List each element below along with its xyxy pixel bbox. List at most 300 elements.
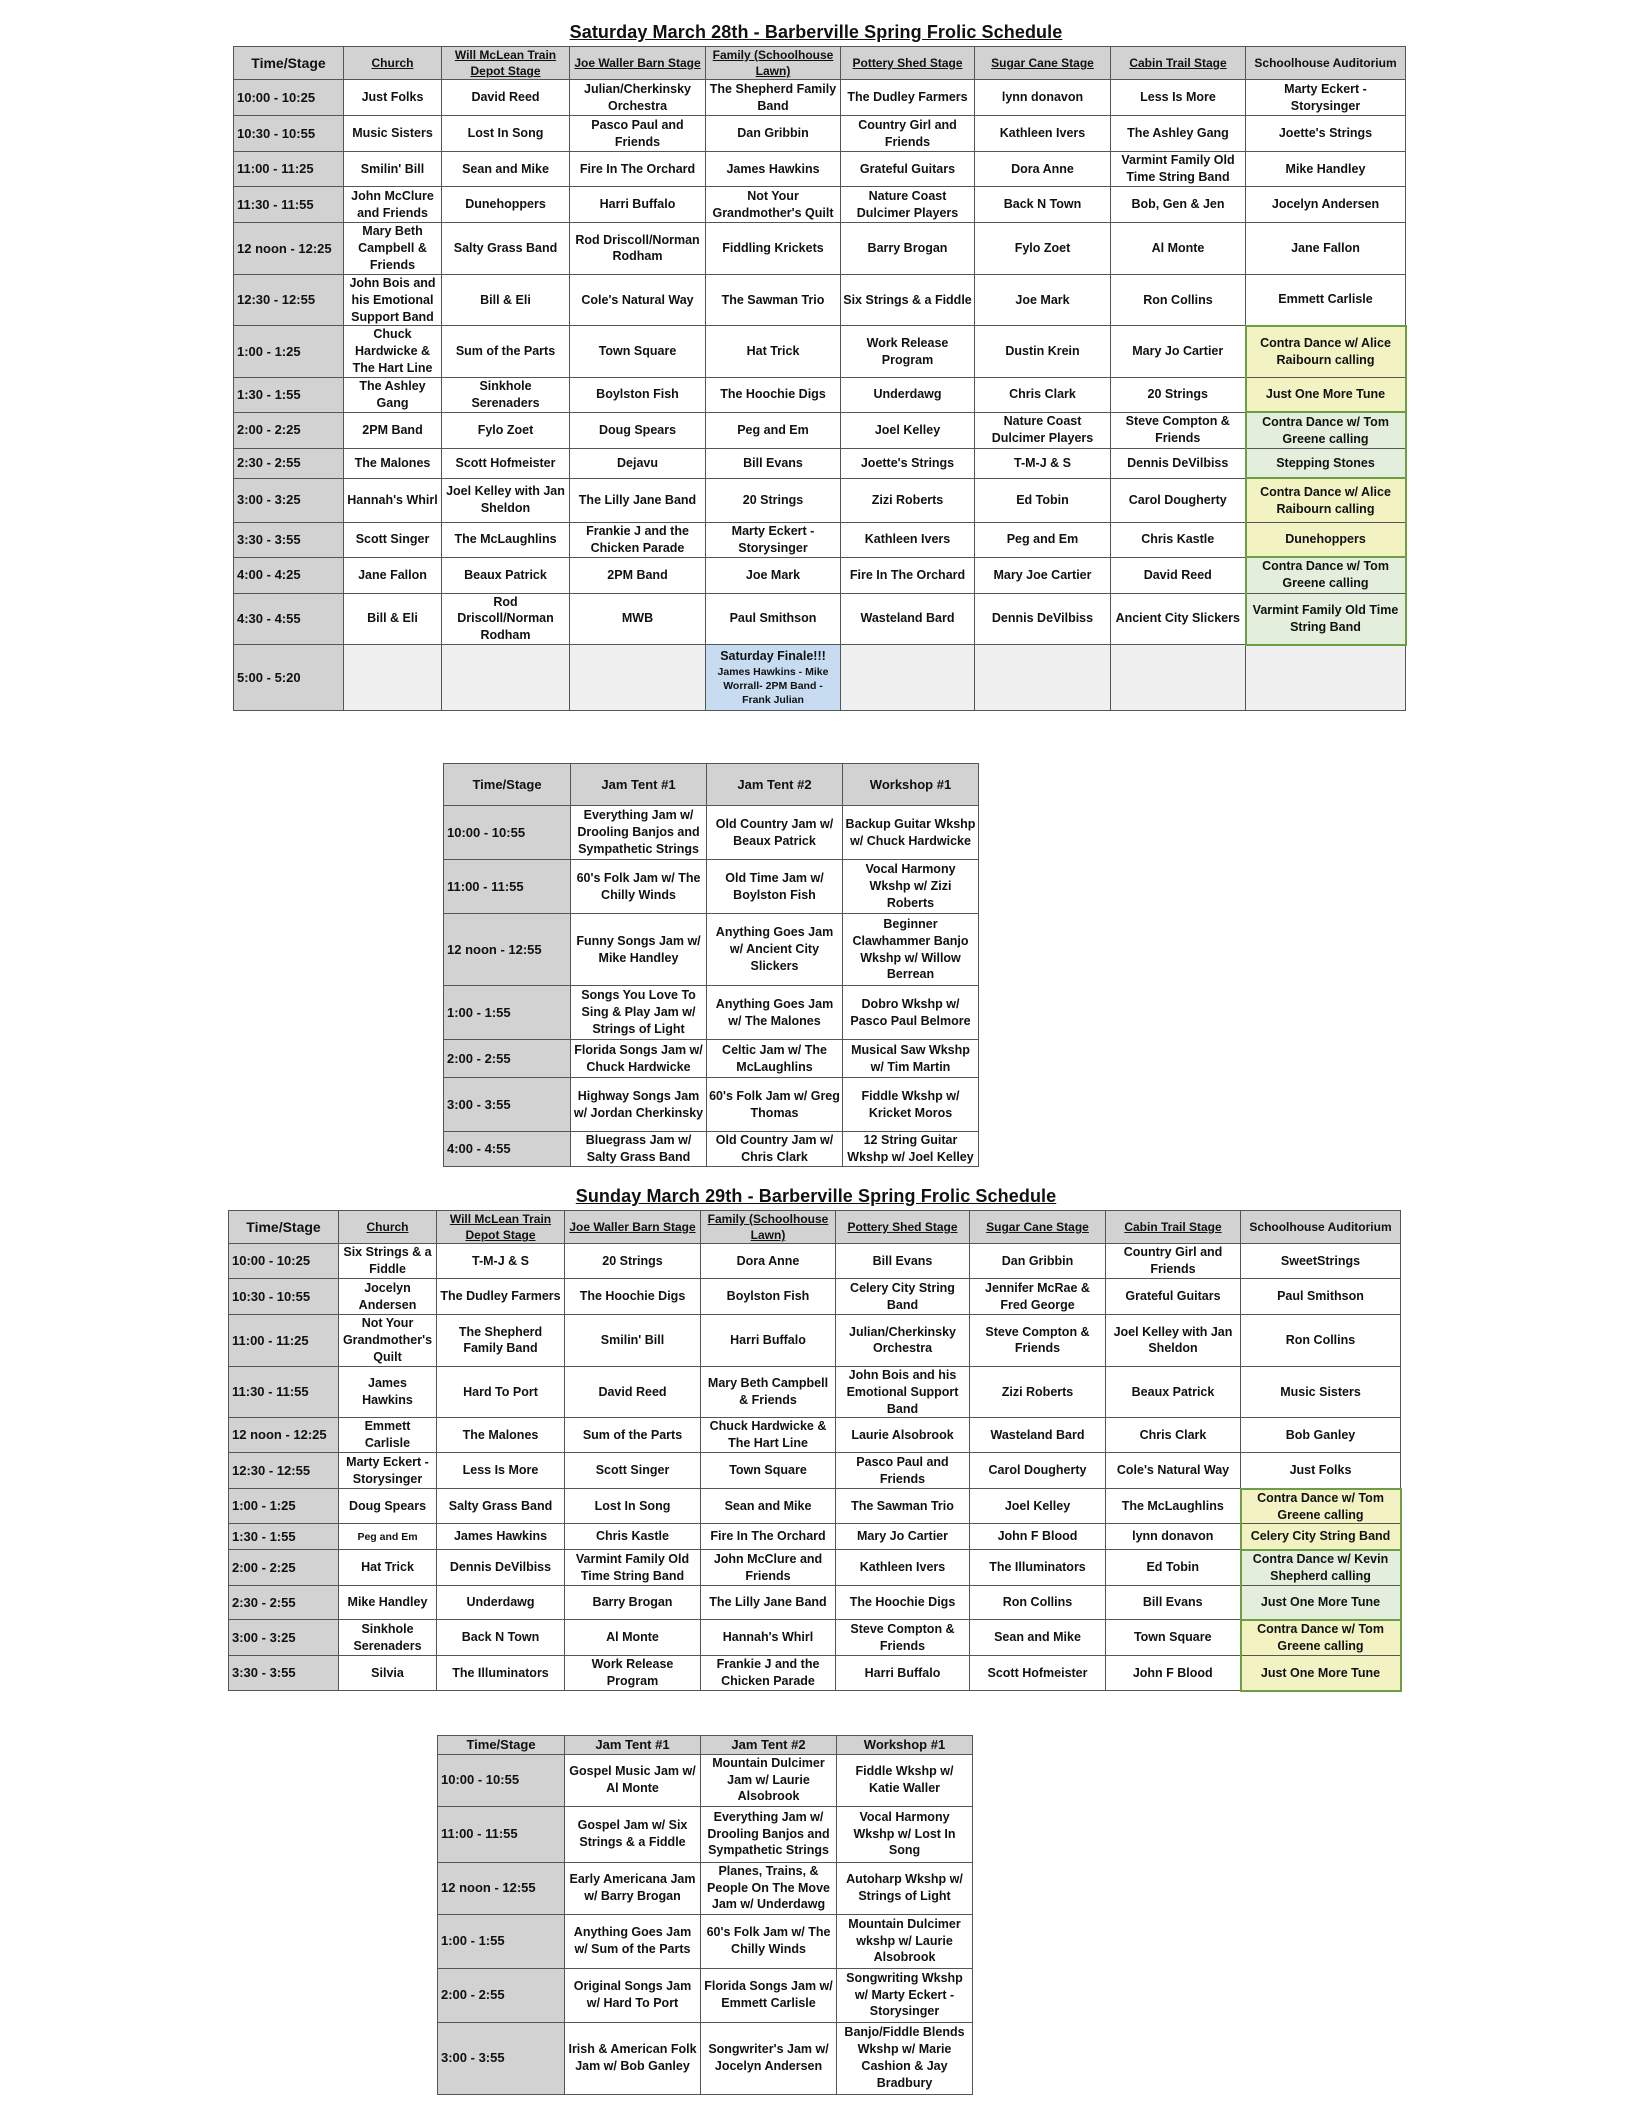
auditorium-slot: Jocelyn Andersen (1246, 187, 1406, 223)
header-sugar-cane: Sugar Cane Stage (975, 47, 1111, 80)
barn-slot: Lost In Song (565, 1489, 701, 1524)
saturday-finale-cell (706, 645, 841, 711)
workshop-1-slot: Fiddle Wkshp w/ Katie Waller (837, 1754, 973, 1806)
cabin-trail-slot: Chris Clark (1106, 1418, 1241, 1453)
family-lawn-slot: Joe Mark (706, 557, 841, 593)
schedule-row (438, 1914, 973, 1968)
time-slot: 4:30 - 4:55 (234, 593, 344, 645)
time-slot: 11:00 - 11:55 (438, 1806, 565, 1862)
church-slot: Jocelyn Andersen (339, 1279, 437, 1315)
cabin-trail-slot (1111, 645, 1246, 711)
finale-performers: James Hawkins - Mike Worrall- 2PM Band - Frank Julian (717, 665, 829, 707)
header-cabin-trail: Cabin Trail Stage (1106, 1211, 1241, 1244)
schedule-row (234, 522, 1406, 557)
family-lawn-slot: Mary Beth Campbell & Friends (701, 1366, 836, 1418)
jam-tent-2-slot: Songwriter's Jam w/ Jocelyn Andersen (701, 2022, 837, 2094)
header-workshop-1: Workshop #1 (843, 764, 979, 806)
time-slot: 1:00 - 1:55 (444, 986, 571, 1040)
church-slot: Doug Spears (339, 1489, 437, 1524)
auditorium-slot: Music Sisters (1241, 1366, 1401, 1418)
auditorium-slot: Just Folks (1241, 1453, 1401, 1489)
header-time-stage: Time/Stage (444, 764, 571, 806)
auditorium-slot: SweetStrings (1241, 1244, 1401, 1279)
church-slot: Silvia (339, 1656, 437, 1691)
header-time-stage: Time/Stage (229, 1211, 339, 1244)
cabin-trail-slot: 20 Strings (1111, 378, 1246, 413)
pottery-shed-slot: The Sawman Trio (836, 1489, 970, 1524)
header-barn: Joe Waller Barn Stage (570, 47, 706, 80)
family-lawn-slot: Harri Buffalo (701, 1315, 836, 1367)
time-slot: 12:30 - 12:55 (229, 1453, 339, 1489)
church-slot (344, 645, 442, 711)
time-slot: 1:00 - 1:25 (229, 1489, 339, 1524)
time-slot: 11:00 - 11:25 (234, 152, 344, 187)
train-depot-slot: The McLaughlins (442, 522, 570, 557)
train-depot-slot: T-M-J & S (437, 1244, 565, 1279)
barn-slot: Smilin' Bill (565, 1315, 701, 1367)
sunday-title: Sunday March 29th - Barberville Spring Frolic Schedule (575, 1186, 1057, 1206)
pottery-shed-slot: The Dudley Farmers (841, 80, 975, 116)
barn-slot: MWB (570, 593, 706, 645)
header-barn: Joe Waller Barn Stage (565, 1211, 701, 1244)
workshop-1-slot: Banjo/Fiddle Blends Wkshp w/ Marie Cashion & Jay Bradbury (837, 2022, 973, 2094)
jam-tent-2-slot: Everything Jam w/ Drooling Banjos and Sympathetic Strings (701, 1806, 837, 1862)
family-lawn-slot: Dan Gribbin (706, 116, 841, 152)
schedule-row (229, 1656, 1401, 1691)
schedule-row (229, 1366, 1401, 1418)
auditorium-slot: Just One More Tune (1241, 1586, 1401, 1620)
pottery-shed-slot: Julian/Cherkinsky Orchestra (836, 1315, 970, 1367)
jam-tent-1-slot: Funny Songs Jam w/ Mike Handley (571, 914, 707, 986)
church-slot: The Ashley Gang (344, 378, 442, 413)
train-depot-slot: The Dudley Farmers (437, 1279, 565, 1315)
train-depot-slot: Fylo Zoet (442, 412, 570, 448)
cabin-trail-slot: Ron Collins (1111, 274, 1246, 326)
time-slot: 10:00 - 10:25 (234, 80, 344, 116)
barn-slot: Work Release Program (565, 1656, 701, 1691)
train-depot-slot: Salty Grass Band (442, 223, 570, 275)
pottery-shed-slot: Grateful Guitars (841, 152, 975, 187)
schedule-row (234, 378, 1406, 413)
pottery-shed-slot: Nature Coast Dulcimer Players (841, 187, 975, 223)
train-depot-slot: Underdawg (437, 1586, 565, 1620)
cabin-trail-slot: Town Square (1106, 1620, 1241, 1656)
time-slot: 2:30 - 2:55 (229, 1586, 339, 1620)
train-depot-slot: Back N Town (437, 1620, 565, 1656)
time-slot: 10:00 - 10:55 (444, 806, 571, 860)
cabin-trail-slot: David Reed (1111, 557, 1246, 593)
cabin-trail-slot: Bill Evans (1106, 1586, 1241, 1620)
barn-slot: Dejavu (570, 448, 706, 478)
schedule-row (438, 1754, 973, 1806)
train-depot-slot: Dennis DeVilbiss (437, 1550, 565, 1586)
header-jam-tent-1: Jam Tent #1 (571, 764, 707, 806)
time-slot: 11:30 - 11:55 (234, 187, 344, 223)
jam-tent-1-slot: 60's Folk Jam w/ The Chilly Winds (571, 860, 707, 914)
barn-slot: Frankie J and the Chicken Parade (570, 522, 706, 557)
sugar-cane-slot: Zizi Roberts (970, 1366, 1106, 1418)
cabin-trail-slot: Less Is More (1111, 80, 1246, 116)
time-slot: 10:00 - 10:55 (438, 1754, 565, 1806)
train-depot-slot: Sum of the Parts (442, 326, 570, 378)
header-train-depot: Will McLean Train Depot Stage (437, 1211, 565, 1244)
auditorium-slot: Emmett Carlisle (1246, 274, 1406, 326)
sugar-cane-slot: Nature Coast Dulcimer Players (975, 412, 1111, 448)
church-slot: Marty Eckert - Storysinger (339, 1453, 437, 1489)
schedule-row (438, 1968, 973, 2022)
family-lawn-slot: The Shepherd Family Band (706, 80, 841, 116)
jam-tent-2-slot: Anything Goes Jam w/ The Malones (707, 986, 843, 1040)
church-slot: Music Sisters (344, 116, 442, 152)
workshop-1-slot: Dobro Wkshp w/ Pasco Paul Belmore (843, 986, 979, 1040)
church-slot: Emmett Carlisle (339, 1418, 437, 1453)
family-lawn-slot: Fiddling Krickets (706, 223, 841, 275)
auditorium-slot: Ron Collins (1241, 1315, 1401, 1367)
family-lawn-slot: 20 Strings (706, 478, 841, 522)
cabin-trail-slot: Bob, Gen & Jen (1111, 187, 1246, 223)
pottery-shed-slot: The Hoochie Digs (836, 1586, 970, 1620)
church-slot: 2PM Band (344, 412, 442, 448)
header-time-stage: Time/Stage (438, 1736, 565, 1755)
sugar-cane-slot: Mary Joe Cartier (975, 557, 1111, 593)
saturday-main-schedule (233, 46, 1407, 711)
jam-tent-2-slot: Mountain Dulcimer Jam w/ Laurie Alsobrook (701, 1754, 837, 1806)
family-lawn-slot: John McClure and Friends (701, 1550, 836, 1586)
schedule-row (444, 986, 979, 1040)
workshop-1-slot: 12 String Guitar Wkshp w/ Joel Kelley (843, 1132, 979, 1167)
barn-slot: Sum of the Parts (565, 1418, 701, 1453)
workshop-1-slot: Vocal Harmony Wkshp w/ Zizi Roberts (843, 860, 979, 914)
schedule-row (234, 478, 1406, 522)
jam-tent-1-slot: Gospel Music Jam w/ Al Monte (565, 1754, 701, 1806)
church-slot: Mary Beth Campbell & Friends (344, 223, 442, 275)
train-depot-slot: Less Is More (437, 1453, 565, 1489)
header-time-stage: Time/Stage (234, 47, 344, 80)
saturday-jam-schedule (443, 763, 979, 1167)
barn-slot: Al Monte (565, 1620, 701, 1656)
train-depot-slot: Salty Grass Band (437, 1489, 565, 1524)
family-lawn-slot: Bill Evans (706, 448, 841, 478)
pottery-shed-slot: Country Girl and Friends (841, 116, 975, 152)
family-lawn-slot: Frankie J and the Chicken Parade (701, 1656, 836, 1691)
schedule-row (234, 326, 1406, 378)
cabin-trail-slot: The McLaughlins (1106, 1489, 1241, 1524)
auditorium-slot: Contra Dance w/ Tom Greene calling (1246, 557, 1406, 593)
schedule-row (234, 80, 1406, 116)
sugar-cane-slot: Joel Kelley (970, 1489, 1106, 1524)
schedule-row (438, 2022, 973, 2094)
auditorium-slot: Contra Dance w/ Tom Greene calling (1241, 1489, 1401, 1524)
family-lawn-slot: Fire In The Orchard (701, 1524, 836, 1550)
train-depot-slot: The Shepherd Family Band (437, 1315, 565, 1367)
family-lawn-slot: Town Square (701, 1453, 836, 1489)
train-depot-slot: The Malones (437, 1418, 565, 1453)
family-lawn-slot: Not Your Grandmother's Quilt (706, 187, 841, 223)
barn-slot: Cole's Natural Way (570, 274, 706, 326)
time-slot: 10:30 - 10:55 (229, 1279, 339, 1315)
workshop-1-slot: Musical Saw Wkshp w/ Tim Martin (843, 1040, 979, 1078)
jam-tent-2-slot: 60's Folk Jam w/ The Chilly Winds (701, 1914, 837, 1968)
header-cabin-trail: Cabin Trail Stage (1111, 47, 1246, 80)
header-pottery-shed: Pottery Shed Stage (836, 1211, 970, 1244)
schedule-row (229, 1524, 1401, 1550)
time-slot: 2:00 - 2:25 (234, 412, 344, 448)
family-lawn-slot: The Sawman Trio (706, 274, 841, 326)
jam-tent-2-slot: Old Country Jam w/ Beaux Patrick (707, 806, 843, 860)
sugar-cane-slot: Fylo Zoet (975, 223, 1111, 275)
auditorium-slot: Stepping Stones (1246, 448, 1406, 478)
train-depot-slot: Hard To Port (437, 1366, 565, 1418)
church-slot: Chuck Hardwicke & The Hart Line (344, 326, 442, 378)
church-slot: Hannah's Whirl (344, 478, 442, 522)
header-church: Church (344, 47, 442, 80)
schedule-row (444, 1132, 979, 1167)
sugar-cane-slot: John F Blood (970, 1524, 1106, 1550)
auditorium-slot: Paul Smithson (1241, 1279, 1401, 1315)
time-slot: 11:30 - 11:55 (229, 1366, 339, 1418)
workshop-1-slot: Autoharp Wkshp w/ Strings of Light (837, 1862, 973, 1914)
cabin-trail-slot: Ancient City Slickers (1111, 593, 1246, 645)
time-slot: 3:00 - 3:55 (438, 2022, 565, 2094)
sugar-cane-slot: Wasteland Bard (970, 1418, 1106, 1453)
auditorium-slot: Contra Dance w/ Alice Raibourn calling (1246, 478, 1406, 522)
time-slot: 12:30 - 12:55 (234, 274, 344, 326)
barn-slot: Scott Singer (565, 1453, 701, 1489)
jam-tent-2-slot: Old Time Jam w/ Boylston Fish (707, 860, 843, 914)
schedule-row (444, 1040, 979, 1078)
time-slot: 3:00 - 3:55 (444, 1078, 571, 1132)
schedule-row (234, 187, 1406, 223)
time-slot: 4:00 - 4:25 (234, 557, 344, 593)
family-lawn-slot: James Hawkins (706, 152, 841, 187)
sugar-cane-slot: Ed Tobin (975, 478, 1111, 522)
schedule-row (438, 1806, 973, 1862)
schedule-row (229, 1620, 1401, 1656)
schedule-row (234, 274, 1406, 326)
family-lawn-slot: The Lilly Jane Band (701, 1586, 836, 1620)
church-slot: The Malones (344, 448, 442, 478)
family-lawn-slot: Dora Anne (701, 1244, 836, 1279)
auditorium-slot: Celery City String Band (1241, 1524, 1401, 1550)
schedule-row (444, 1078, 979, 1132)
pottery-shed-slot: Underdawg (841, 378, 975, 413)
pottery-shed-slot: Mary Jo Cartier (836, 1524, 970, 1550)
sugar-cane-slot: Kathleen Ivers (975, 116, 1111, 152)
train-depot-slot: Joel Kelley with Jan Sheldon (442, 478, 570, 522)
barn-slot: Doug Spears (570, 412, 706, 448)
barn-slot: Varmint Family Old Time String Band (565, 1550, 701, 1586)
schedule-row (234, 557, 1406, 593)
cabin-trail-slot: Ed Tobin (1106, 1550, 1241, 1586)
header-jam-tent-2: Jam Tent #2 (707, 764, 843, 806)
auditorium-slot: Joette's Strings (1246, 116, 1406, 152)
sugar-cane-slot: T-M-J & S (975, 448, 1111, 478)
train-depot-slot: The Illuminators (437, 1656, 565, 1691)
sugar-cane-slot: lynn donavon (975, 80, 1111, 116)
schedule-row (234, 645, 1406, 711)
church-slot: Peg and Em (339, 1524, 437, 1550)
pottery-shed-slot (841, 645, 975, 711)
sunday-jam-schedule (437, 1735, 973, 2095)
church-slot: Scott Singer (344, 522, 442, 557)
time-slot: 12 noon - 12:55 (444, 914, 571, 986)
church-slot: Mike Handley (339, 1586, 437, 1620)
time-slot: 5:00 - 5:20 (234, 645, 344, 711)
saturday-title: Saturday March 28th - Barberville Spring Frolic Schedule (569, 22, 1063, 42)
train-depot-slot: David Reed (442, 80, 570, 116)
church-slot: John McClure and Friends (344, 187, 442, 223)
jam-tent-2-slot: Celtic Jam w/ The McLaughlins (707, 1040, 843, 1078)
pottery-shed-slot: Wasteland Bard (841, 593, 975, 645)
schedule-row (229, 1244, 1401, 1279)
jam-tent-2-slot: Anything Goes Jam w/ Ancient City Slickers (707, 914, 843, 986)
header-auditorium: Schoolhouse Auditorium (1241, 1211, 1401, 1244)
header-pottery-shed: Pottery Shed Stage (841, 47, 975, 80)
church-slot: Sinkhole Serenaders (339, 1620, 437, 1656)
schedule-row (234, 116, 1406, 152)
barn-slot: Harri Buffalo (570, 187, 706, 223)
schedule-row (444, 860, 979, 914)
auditorium-slot: Mike Handley (1246, 152, 1406, 187)
time-slot: 11:00 - 11:25 (229, 1315, 339, 1367)
workshop-1-slot: Mountain Dulcimer wkshp w/ Laurie Alsobrook (837, 1914, 973, 1968)
barn-slot (570, 645, 706, 711)
jam-tent-1-slot: Original Songs Jam w/ Hard To Port (565, 1968, 701, 2022)
church-slot: Just Folks (344, 80, 442, 116)
workshop-1-slot: Fiddle Wkshp w/ Kricket Moros (843, 1078, 979, 1132)
pottery-shed-slot: Fire In The Orchard (841, 557, 975, 593)
sugar-cane-slot: Dan Gribbin (970, 1244, 1106, 1279)
time-slot: 1:30 - 1:55 (234, 378, 344, 413)
cabin-trail-slot: Dennis DeVilbiss (1111, 448, 1246, 478)
time-slot: 1:00 - 1:25 (234, 326, 344, 378)
sugar-cane-slot: Chris Clark (975, 378, 1111, 413)
auditorium-slot: Bob Ganley (1241, 1418, 1401, 1453)
cabin-trail-slot: Cole's Natural Way (1106, 1453, 1241, 1489)
family-lawn-slot: Sean and Mike (701, 1489, 836, 1524)
barn-slot: The Hoochie Digs (565, 1279, 701, 1315)
cabin-trail-slot: The Ashley Gang (1111, 116, 1246, 152)
schedule-row (234, 223, 1406, 275)
auditorium-slot: Contra Dance w/ Alice Raibourn calling (1246, 326, 1406, 378)
train-depot-slot: Rod Driscoll/Norman Rodham (442, 593, 570, 645)
time-slot: 3:00 - 3:25 (229, 1620, 339, 1656)
sugar-cane-slot (975, 645, 1111, 711)
schedule-row (229, 1453, 1401, 1489)
church-slot: James Hawkins (339, 1366, 437, 1418)
header-workshop-1: Workshop #1 (837, 1736, 973, 1755)
auditorium-slot: Just One More Tune (1246, 378, 1406, 413)
pottery-shed-slot: Joette's Strings (841, 448, 975, 478)
cabin-trail-slot: Chris Kastle (1111, 522, 1246, 557)
auditorium-slot: Dunehoppers (1246, 522, 1406, 557)
header-jam-tent-2: Jam Tent #2 (701, 1736, 837, 1755)
workshop-1-slot: Vocal Harmony Wkshp w/ Lost In Song (837, 1806, 973, 1862)
family-lawn-slot: Peg and Em (706, 412, 841, 448)
train-depot-slot: Bill & Eli (442, 274, 570, 326)
jam-tent-1-slot: Florida Songs Jam w/ Chuck Hardwicke (571, 1040, 707, 1078)
workshop-1-slot: Beginner Clawhammer Banjo Wkshp w/ Willow Berrean (843, 914, 979, 986)
church-slot: Bill & Eli (344, 593, 442, 645)
schedule-row (234, 593, 1406, 645)
schedule-row (234, 448, 1406, 478)
time-slot: 2:00 - 2:55 (444, 1040, 571, 1078)
schedule-row (444, 806, 979, 860)
pottery-shed-slot: Pasco Paul and Friends (836, 1453, 970, 1489)
jam-tent-1-slot: Anything Goes Jam w/ Sum of the Parts (565, 1914, 701, 1968)
family-lawn-slot: Chuck Hardwicke & The Hart Line (701, 1418, 836, 1453)
family-lawn-slot: Hannah's Whirl (701, 1620, 836, 1656)
jam-tent-1-slot: Irish & American Folk Jam w/ Bob Ganley (565, 2022, 701, 2094)
sugar-cane-slot: The Illuminators (970, 1550, 1106, 1586)
pottery-shed-slot: Laurie Alsobrook (836, 1418, 970, 1453)
sugar-cane-slot: Back N Town (975, 187, 1111, 223)
cabin-trail-slot: John F Blood (1106, 1656, 1241, 1691)
pottery-shed-slot: John Bois and his Emotional Support Band (836, 1366, 970, 1418)
cabin-trail-slot: Mary Jo Cartier (1111, 326, 1246, 378)
sugar-cane-slot: Steve Compton & Friends (970, 1315, 1106, 1367)
sugar-cane-slot: Ron Collins (970, 1586, 1106, 1620)
auditorium-slot: Jane Fallon (1246, 223, 1406, 275)
sugar-cane-slot: Dora Anne (975, 152, 1111, 187)
header-family-lawn: Family (Schoolhouse Lawn) (706, 47, 841, 80)
schedule-row (229, 1315, 1401, 1367)
pottery-shed-slot: Celery City String Band (836, 1279, 970, 1315)
pottery-shed-slot: Work Release Program (841, 326, 975, 378)
finale-title: Saturday Finale!!! (720, 648, 826, 663)
jam-tent-1-slot: Songs You Love To Sing & Play Jam w/ Strings of Light (571, 986, 707, 1040)
jam-tent-2-slot: Florida Songs Jam w/ Emmett Carlisle (701, 1968, 837, 2022)
train-depot-slot: Lost In Song (442, 116, 570, 152)
time-slot: 1:30 - 1:55 (229, 1524, 339, 1550)
sugar-cane-slot: Dennis DeVilbiss (975, 593, 1111, 645)
jam-tent-1-slot: Gospel Jam w/ Six Strings & a Fiddle (565, 1806, 701, 1862)
barn-slot: Rod Driscoll/Norman Rodham (570, 223, 706, 275)
schedule-row (444, 914, 979, 986)
cabin-trail-slot: Beaux Patrick (1106, 1366, 1241, 1418)
barn-slot: Fire In The Orchard (570, 152, 706, 187)
pottery-shed-slot: Harri Buffalo (836, 1656, 970, 1691)
barn-slot: The Lilly Jane Band (570, 478, 706, 522)
time-slot: 11:00 - 11:55 (444, 860, 571, 914)
barn-slot: Boylston Fish (570, 378, 706, 413)
auditorium-slot: Just One More Tune (1241, 1656, 1401, 1691)
cabin-trail-slot: Steve Compton & Friends (1111, 412, 1246, 448)
cabin-trail-slot: Varmint Family Old Time String Band (1111, 152, 1246, 187)
jam-tent-2-slot: Planes, Trains, & People On The Move Jam w/ Underdawg (701, 1862, 837, 1914)
sugar-cane-slot: Carol Dougherty (970, 1453, 1106, 1489)
jam-tent-1-slot: Everything Jam w/ Drooling Banjos and Sympathetic Strings (571, 806, 707, 860)
header-auditorium: Schoolhouse Auditorium (1246, 47, 1406, 80)
header-train-depot: Will McLean Train Depot Stage (442, 47, 570, 80)
time-slot: 12 noon - 12:25 (234, 223, 344, 275)
train-depot-slot (442, 645, 570, 711)
time-slot: 2:00 - 2:55 (438, 1968, 565, 2022)
cabin-trail-slot: Country Girl and Friends (1106, 1244, 1241, 1279)
sugar-cane-slot: Peg and Em (975, 522, 1111, 557)
cabin-trail-slot: Carol Dougherty (1111, 478, 1246, 522)
family-lawn-slot: Boylston Fish (701, 1279, 836, 1315)
pottery-shed-slot: Six Strings & a Fiddle (841, 274, 975, 326)
barn-slot: Pasco Paul and Friends (570, 116, 706, 152)
train-depot-slot: Beaux Patrick (442, 557, 570, 593)
barn-slot: Town Square (570, 326, 706, 378)
schedule-row (229, 1418, 1401, 1453)
pottery-shed-slot: Joel Kelley (841, 412, 975, 448)
header-church: Church (339, 1211, 437, 1244)
train-depot-slot: James Hawkins (437, 1524, 565, 1550)
church-slot: John Bois and his Emotional Support Band (344, 274, 442, 326)
